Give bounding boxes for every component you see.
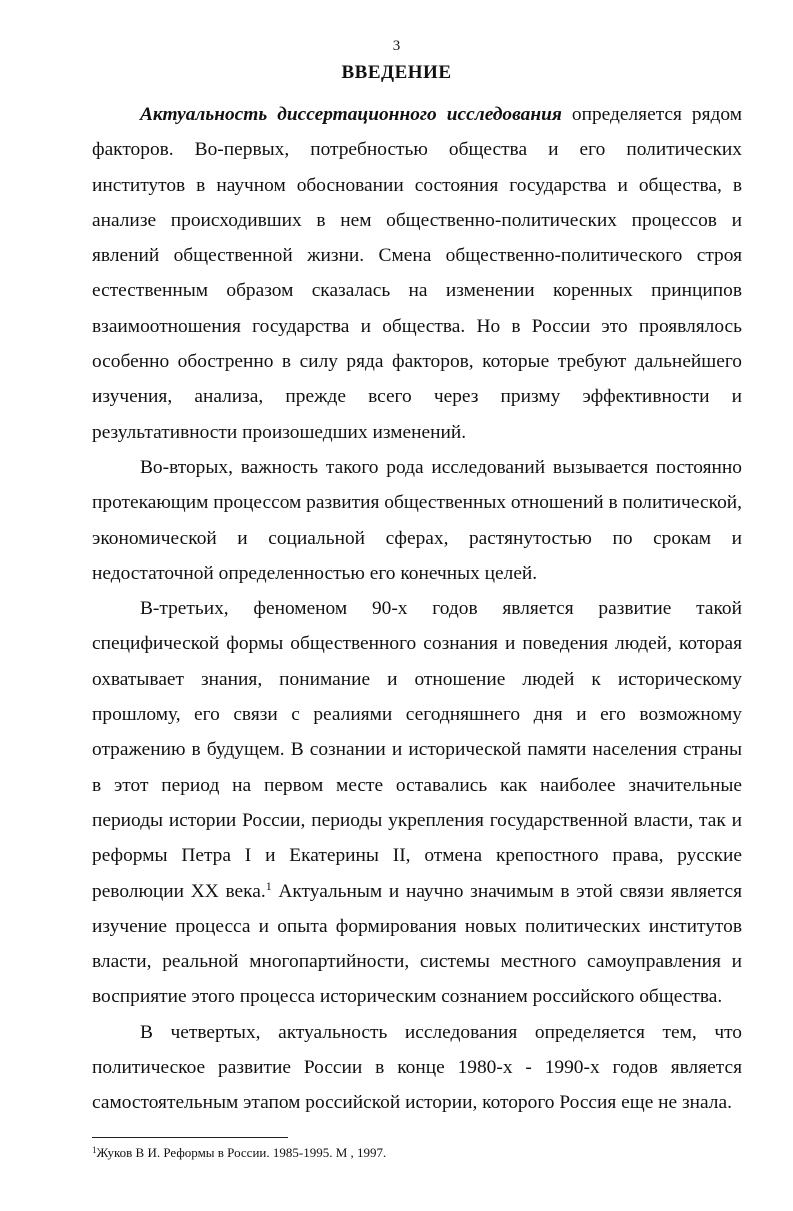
footnote-divider [92,1137,288,1138]
footnote [92,1144,742,1162]
footnote-reference[interactable]: 1 [265,878,272,893]
page-number: 3 [392,38,401,54]
paragraph-3 [92,591,742,1015]
section-heading: ВВЕДЕНИЕ [341,62,452,83]
body-text [92,97,742,1121]
footnote-marker: 1 [92,1145,97,1155]
paragraph-4: В четвертых, актуальность исследования определяется тем, что политическое развитие России в конце 1980-х - 1990-х годов является самостоятельным этапом российской истории, которого Россия еще не знала. [92,1021,742,1114]
footnote-text: Жуков В И. Реформы в России. 1985-1995. М , 1997. [96,1145,387,1160]
paragraph-1 [92,97,742,450]
emphasized-phrase: Актуальность диссертационного исследования [140,104,562,125]
paragraph-1-text: определяется рядом факторов. Во-первых, потребностью общества и его политических институтов в научном обосновании состояния государства и общества, в анализе происходивших в нем общественно-политических процессов и явлений общественной жизни. Смена общественно-политического строя естественным образом сказалась на изменении коренных принципов взаимоотношения государства и общества. Но в России это проявлялось особенно обостренно в силу ряда факторов, которые требуют дальнейшего изучения, анализа, прежде всего через призму эффективности и результативности произошедших изменений. [92,104,742,443]
paragraph-3-text-a: В-третьих, феноменом 90-х годов является развитие такой специфической формы общественного сознания и поведения людей, которая охватывает знания, понимание и отношение людей к историческому прошлому, его связи с реалиями сегодняшнего дня и его возможному отражению в будущем. В сознании и исторической памяти населения страны в этот период на первом месте оставались как наиболее значительные периоды истории России, периоды укрепления государственной власти, так и реформы Петра I и Екатерины II, отмена крепостного права, русские революции XX века. [92,598,742,902]
paragraph-3-text-b: Актуальным и научно значимым в этой связи является изучение процесса и опыта формирования новых политических институтов власти, реальной многопартийности, системы местного самоуправления и восприятие этого процесса историческим сознанием российского общества. [92,880,742,1008]
paragraph-2: Во-вторых, важность такого рода исследований вызывается постоянно протекающим процессом развития общественных отношений в политической, экономической и социальной сферах, растянутостью по срокам и недостаточной определенностью его конечных целей. [92,456,742,584]
